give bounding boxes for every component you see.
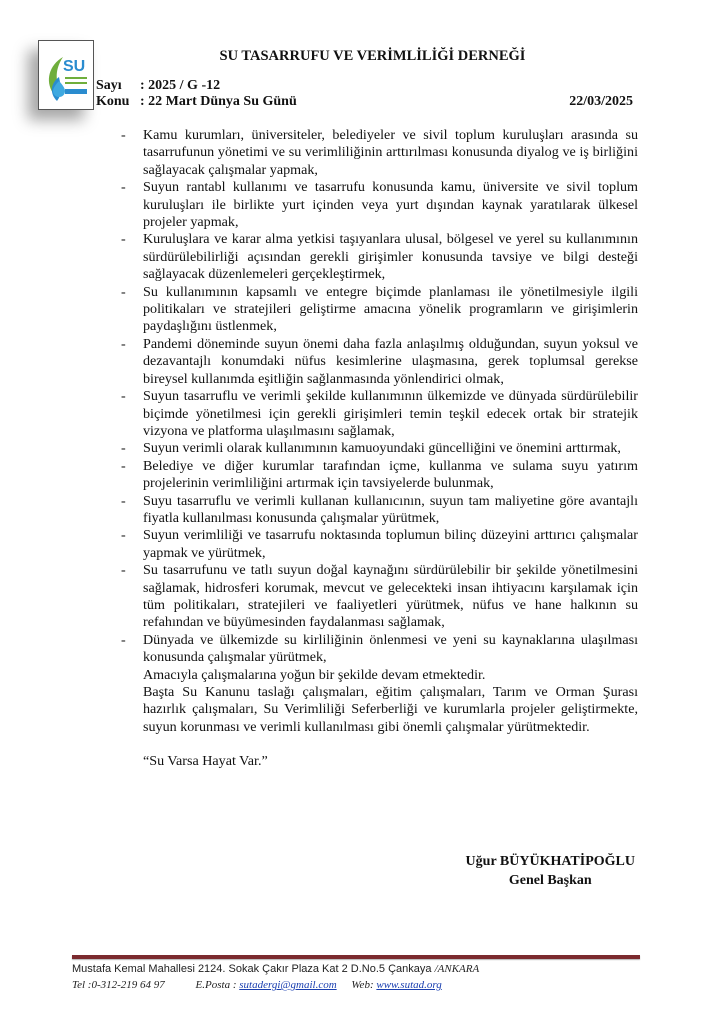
list-item-text: Kamu kurumları, üniversiteler, belediyeler ve sivil toplum kuruluşları arasında su tasarrufunun yönetimi ve su verimliliğinin arttırılması konusunda diyalog ve iş birliğini sağlayacak çalışmalar yapmak, — [143, 127, 638, 178]
email-label: E.Posta : — [195, 979, 237, 991]
bullet-dash: - — [121, 231, 126, 248]
signature-block — [466, 852, 635, 890]
list-item — [121, 231, 638, 283]
list-item-text: Su tasarrufunu ve tatlı suyun doğal kaynağını sürdürülebilir bir şekilde yönetilmesini sağlamak, hidrosferi korumak, mevcut ve gelecekteki insan ihtiyacını karşılamak için tüm politikaları, stratejileri ve faaliyetleri yürütmek, nüfus ve hane halkının su refahından ve büyümesinden faydalanması sağlamak, — [143, 562, 638, 631]
sayi-value: : 2025 / G -12 — [140, 78, 221, 93]
list-item-text: Suyun rantabl kullanımı ve tasarrufu konusunda kamu, üniversite ve sivil toplum kuruluşları ile birlikte yurt içinden veya yurt dışından kaynak yaratılarak ülkesel projeler yapmak, — [143, 179, 638, 231]
reference-number — [96, 78, 220, 94]
bullet-dash: - — [121, 283, 126, 300]
list-item-text: Suyun tasarruflu ve verimli şekilde kullanımının ülkemizde ve dünyada sürdürülebilir biçimde yönetilmesi için gerekli girişimleri temin teşkil edecek ortak bir stratejik vizyona ve platforma ulaşılmasını sağlamak, — [143, 388, 638, 439]
bullet-dash: - — [121, 492, 126, 509]
list-item — [121, 388, 638, 440]
document-date: 22/03/2025 — [569, 94, 633, 109]
list-item — [121, 457, 638, 493]
footer-address — [72, 963, 479, 975]
list-item-text: Dünyada ve ülkemizde su kirliliğinin önlenmesi ve yeni su kaynaklarına ulaşılması konusunda çalışmalar yürütmek, — [143, 631, 638, 666]
svg-text:SU: SU — [63, 58, 86, 75]
activities-paragraph: Başta Su Kanunu taslağı çalışmaları, eğitim çalışmaları, Tarım ve Orman Şurası hazırlık çalışmaları, Su Verimliliği Seferberliği ve kurumlarla projeler geliştirmekte, suyun korunması ve verimli kullanılması gibi önemli çalışmalar yürütmektedir. — [143, 684, 638, 735]
list-item — [121, 527, 638, 562]
address-city: /ANKARA — [434, 963, 480, 975]
closing-sentence: Amacıyla çalışmalarına yoğun bir şekilde devam etmektedir. — [143, 666, 486, 683]
website-link[interactable]: www.sutad.org — [376, 979, 442, 991]
list-item-text: Suyun verimliliği ve tasarrufu noktasında toplumun bilinç düzeyini arttırıcı çalışmalar yapmak ve yürütmek, — [143, 527, 638, 561]
sayi-label: Sayı — [96, 78, 122, 93]
footer-divider — [72, 955, 640, 959]
bullet-dash: - — [121, 388, 126, 405]
list-item-text: Kuruluşlara ve karar alma yetkisi taşıyanlara ulusal, bölgesel ve yerel su kullanımının sürdürülebilirliği açısından gerekli girişimler konusunda tavsiye ve bilgi desteği sağlayacak düzenlemeleri gerçekleştirmek, — [143, 231, 638, 283]
motto-quote: “Su Varsa Hayat Var.” — [143, 753, 268, 770]
phone-number: Tel :0-312-219 64 97 — [72, 979, 165, 991]
organization-name: SU TASARRUFU VE VERİMLİLİĞİ DERNEĞİ — [219, 48, 526, 64]
bullet-dash: - — [121, 562, 126, 579]
goals-list — [121, 127, 638, 667]
konu-value: : 22 Mart Dünya Su Günü — [140, 94, 297, 109]
letter-body — [121, 127, 638, 771]
address-text: Mustafa Kemal Mahallesi 2124. Sokak Çakır Plaza Kat 2 D.No.5 Çankaya — [72, 963, 435, 975]
list-item-text: Suyu tasarruflu ve verimli kullanan kullanıcının, suyun tam maliyetine göre avantajlı fiyatla kullanılması konusunda çalışmalar yürütmek, — [143, 492, 638, 526]
footer-contact — [72, 979, 442, 991]
email-link[interactable]: sutadergi@gmail.com — [239, 979, 337, 991]
list-item — [121, 492, 638, 528]
list-item — [121, 127, 638, 179]
web-label: Web: — [351, 979, 374, 991]
list-item-text: Belediye ve diğer kurumlar tarafından içme, kullanma ve sulama suyu yatırım projelerinin verimliliğini artırmak için tavsiyelerde bulunmak, — [143, 457, 638, 492]
bullet-dash: - — [121, 127, 126, 143]
bullet-dash: - — [121, 457, 126, 474]
bullet-dash: - — [121, 631, 126, 648]
list-item — [121, 335, 638, 388]
list-item — [121, 179, 638, 231]
signatory-name: Uğur BÜYÜKHATİPOĞLU — [465, 854, 635, 869]
list-item — [121, 440, 638, 457]
list-item — [121, 562, 638, 632]
bullet-dash: - — [121, 335, 126, 352]
list-item — [121, 283, 638, 336]
konu-label: Konu — [96, 94, 130, 109]
list-item — [121, 631, 638, 667]
bullet-dash: - — [121, 440, 126, 457]
bullet-dash: - — [121, 179, 126, 196]
bullet-dash: - — [121, 527, 126, 544]
subject — [96, 94, 297, 110]
list-item-text: Pandemi döneminde suyun önemi daha fazla anlaşılmış olduğundan, suyun yoksul ve dezavantajlı konumdaki nüfus kesimlerine ulaşmasına, gerek toplumsal gerekse bireysel kullanımda eşitliğin sağlanmasında yönlendirici olmak, — [143, 335, 638, 387]
list-item-text: Suyun verimli olarak kullanımının kamuoyundaki güncelliğini ve önemini arttırmak, — [143, 440, 621, 457]
signatory-title: Genel Başkan — [508, 873, 592, 888]
list-item-text: Su kullanımının kapsamlı ve entegre biçimde planlaması ile yönetilmesiyle ilgili politikaları ve stratejileri geliştirme amacına yönelik programların ve girişimlerin paydaşlığını üstlenmek, — [143, 283, 638, 335]
